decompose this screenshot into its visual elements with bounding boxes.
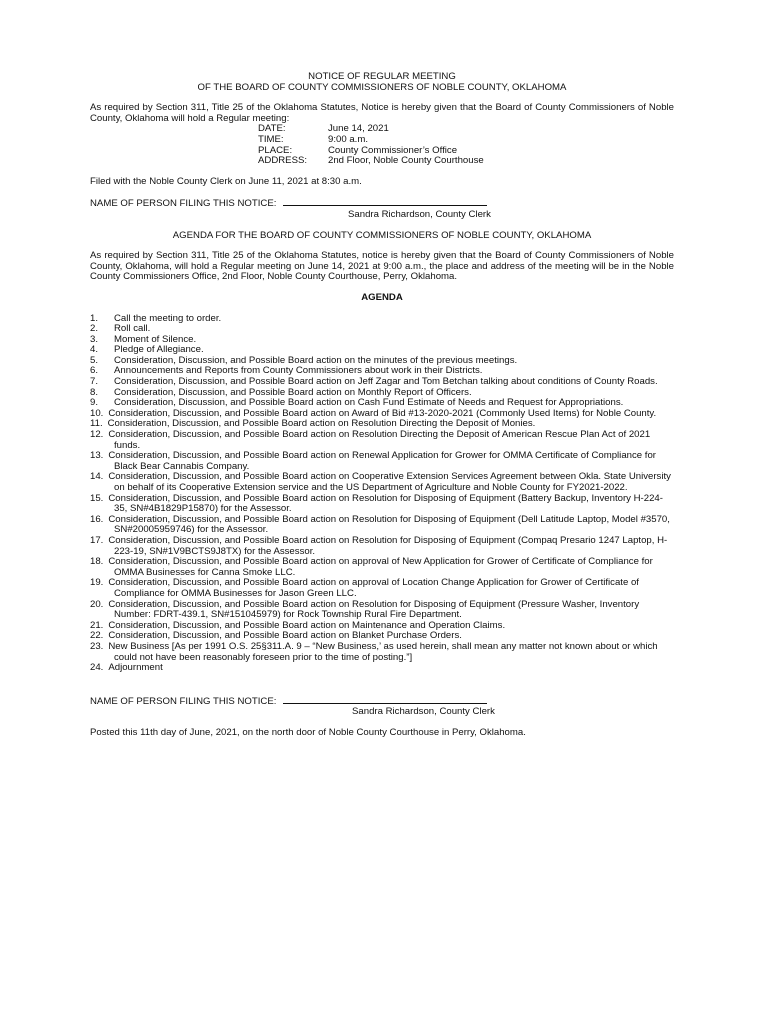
agenda-item-number: 24. [90, 662, 104, 674]
agenda-item-text: Consideration, Discussion, and Possible Board action on Cash Fund Estimate of Needs and Request for Appropriations. [114, 397, 624, 409]
agenda-item-text: Announcements and Reports from County Commissioners about work in their Districts. [114, 365, 483, 377]
agenda-item [90, 513, 674, 536]
agenda-item-number: 14. [90, 471, 104, 483]
date-value: June 14, 2021 [328, 123, 389, 135]
document-page [90, 72, 674, 738]
place-value: County Commissioner’s Office [328, 144, 458, 156]
agenda-item-number: 6. [90, 365, 99, 377]
agenda-list [90, 314, 674, 674]
agenda-item-text: Consideration, Discussion, and Possible Board action on the minutes of the previous meetings. [114, 354, 518, 366]
agenda-item-number: 23. [90, 640, 104, 652]
agenda-item-number: 10. [90, 407, 104, 419]
agenda-item [90, 492, 674, 515]
agenda-item-number: 1. [90, 312, 99, 324]
agenda-item-text: Adjournment [108, 662, 163, 674]
agenda-item-number: 21. [90, 619, 104, 631]
agenda-heading: AGENDA [361, 291, 403, 303]
notice-intro: As required by Section 311, Title 25 of the Oklahoma Statutes, Notice is hereby given that the Board of County Commissioners of Noble County, Oklahoma will hold a Regular meeting: [90, 102, 674, 124]
signature-underline [283, 197, 487, 206]
agenda-item-number: 17. [90, 534, 104, 546]
agenda-item-text: Consideration, Discussion, and Possible Board action on Blanket Purchase Orders. [108, 630, 462, 642]
agenda-item-number: 9. [90, 397, 99, 409]
time-value: 9:00 a.m. [328, 133, 368, 145]
posted-statement: Posted this 11th day of June, 2021, on the north door of Noble County Courthouse in Perry, Oklahoma. [90, 726, 526, 738]
agenda-item-number: 15. [90, 492, 104, 504]
agenda-item [90, 450, 674, 472]
agenda-item-number: 5. [90, 354, 99, 366]
filer-label-2: NAME OF PERSON FILING THIS NOTICE: [90, 695, 277, 707]
agenda-item-text: Moment of Silence. [114, 333, 197, 345]
filed-statement: Filed with the Noble County Clerk on June 11, 2021 at 8:30 a.m. [90, 175, 362, 187]
agenda-item-number: 16. [90, 513, 104, 525]
agenda-item-number: 18. [90, 556, 104, 568]
agenda-item-text: Pledge of Allegiance. [114, 344, 204, 356]
agenda-item [90, 312, 674, 325]
agenda-item-text: Consideration, Discussion, and Possible Board action on Resolution Directing the Deposit of Monies. [107, 418, 536, 430]
agenda-intro: As required by Section 311, Title 25 of the Oklahoma Statutes, notice is hereby given that the Board of County Commissioners of Noble County, Oklahoma, will hold a Regular meeting on June 14, 2021 at 9:00 a.m., the place and address of the meeting will be in the Noble County Commissioners Office, 2nd Floor, Noble County Courthouse, Perry, Oklahoma. [90, 250, 674, 283]
agenda-item-text: New Business [As per 1991 O.S. 25§311.A. 9 – “New Business,’ as used herein, shall mean any matter not known about or which could not have been reasonably foreseen prior to the time of posting.”] [108, 640, 658, 663]
time-label: TIME: [258, 133, 284, 145]
place-label: PLACE: [258, 144, 293, 156]
agenda-item-text: Consideration, Discussion, and Possible Board action on Jeff Zagar and Tom Betchan talking about conditions of County Roads. [114, 376, 658, 388]
filer-name-2: Sandra Richardson, County Clerk [352, 706, 495, 718]
agenda-item [90, 471, 674, 493]
agenda-item-text: Consideration, Discussion, and Possible Board action on Resolution for Disposing of Equipment (Dell Latitude Laptop, Model #3570, SN#20005959746) for the Assessor. [108, 513, 670, 536]
agenda-item-number: 3. [90, 333, 99, 345]
agenda-item-number: 20. [90, 598, 104, 610]
agenda-item [90, 429, 674, 451]
agenda-item-number: 4. [90, 344, 99, 356]
agenda-item-number: 2. [90, 323, 99, 335]
agenda-item [90, 640, 674, 663]
signature-underline-2 [283, 695, 487, 704]
agenda-item-number: 22. [90, 630, 104, 642]
agenda-item-number: 19. [90, 577, 104, 589]
agenda-item-text: Consideration, Discussion, and Possible Board action on Resolution for Disposing of Equipment (Battery Backup, Inventory H-224-35, SN#4B1829P15870) for the Assessor. [108, 492, 663, 515]
address-label: ADDRESS: [258, 155, 308, 167]
agenda-item [90, 556, 674, 578]
agenda-item-text: Consideration, Discussion, and Possible Board action on Monthly Report of Officers. [114, 386, 472, 398]
filer-label: NAME OF PERSON FILING THIS NOTICE: [90, 198, 277, 210]
agenda-item-number: 13. [90, 450, 104, 462]
agenda-item-number: 11. [90, 418, 103, 430]
notice-subtitle: OF THE BOARD OF COUNTY COMMISSIONERS OF NOBLE COUNTY, OKLAHOMA [197, 81, 567, 93]
agenda-item [90, 598, 674, 621]
agenda-item-text: Consideration, Discussion, and Possible Board action on Award of Bid #13-2020-2021 (Commonly Used Items) for Noble County. [108, 407, 657, 419]
address-value: 2nd Floor, Noble County Courthouse [328, 155, 484, 167]
meeting-details [258, 124, 484, 166]
agenda-item-text: Consideration, Discussion, and Possible Board action on Resolution for Disposing of Equipment (Compaq Presario 1247 Laptop, H-223-19, SN#1V9BCTS9J8TX) for the Assessor. [108, 534, 668, 557]
agenda-item-text: Consideration, Discussion, and Possible Board action on Resolution for Disposing of Equipment (Pressure Washer, Inventory Number: FDRT-439.1, SN#151045979) for Rock Township Rural Fire Department. [108, 598, 640, 621]
agenda-item-text: Consideration, Discussion, and Possible Board action on approval of Location Change Application for Grower of Certificate of Compliance for OMMA Businesses for Jason Green LLC. [108, 577, 639, 599]
agenda-item-text: Call the meeting to order. [114, 312, 222, 324]
agenda-item-text: Consideration, Discussion, and Possible Board action on Resolution Directing the Deposit of American Rescue Plan Act of 2021 funds. [108, 429, 651, 451]
agenda-item-text: Consideration, Discussion, and Possible Board action on approval of New Application for Grower of Certificate of Compliance for OMMA Businesses for Canna Smoke LLC. [108, 556, 653, 578]
agenda-item [90, 323, 674, 335]
agenda-item-number: 8. [90, 386, 99, 398]
agenda-item-number: 7. [90, 376, 99, 388]
agenda-item [90, 534, 674, 557]
agenda-item [90, 577, 674, 599]
date-label: DATE: [258, 123, 286, 135]
agenda-item-number: 12. [90, 429, 104, 441]
agenda-item-text: Roll call. [114, 323, 151, 335]
agenda-item-text: Consideration, Discussion, and Possible Board action on Cooperative Extension Services Agreement between Okla. State University on behalf of its Cooperative Extension service and the US Department of Agriculture and Noble County for FY2021-2022. [108, 471, 671, 493]
agenda-item-text: Consideration, Discussion, and Possible Board action on Renewal Application for Grower for OMMA Certificate of Compliance for Black Bear Cannabis Company. [108, 450, 656, 472]
notice-title: NOTICE OF REGULAR MEETING [308, 71, 456, 82]
agenda-item-text: Consideration, Discussion, and Possible Board action on Maintenance and Operation Claims. [108, 619, 506, 631]
filer-name: Sandra Richardson, County Clerk [348, 208, 491, 220]
agenda-item [90, 662, 674, 674]
agenda-title: AGENDA FOR THE BOARD OF COUNTY COMMISSIONERS OF NOBLE COUNTY, OKLAHOMA [172, 229, 592, 241]
